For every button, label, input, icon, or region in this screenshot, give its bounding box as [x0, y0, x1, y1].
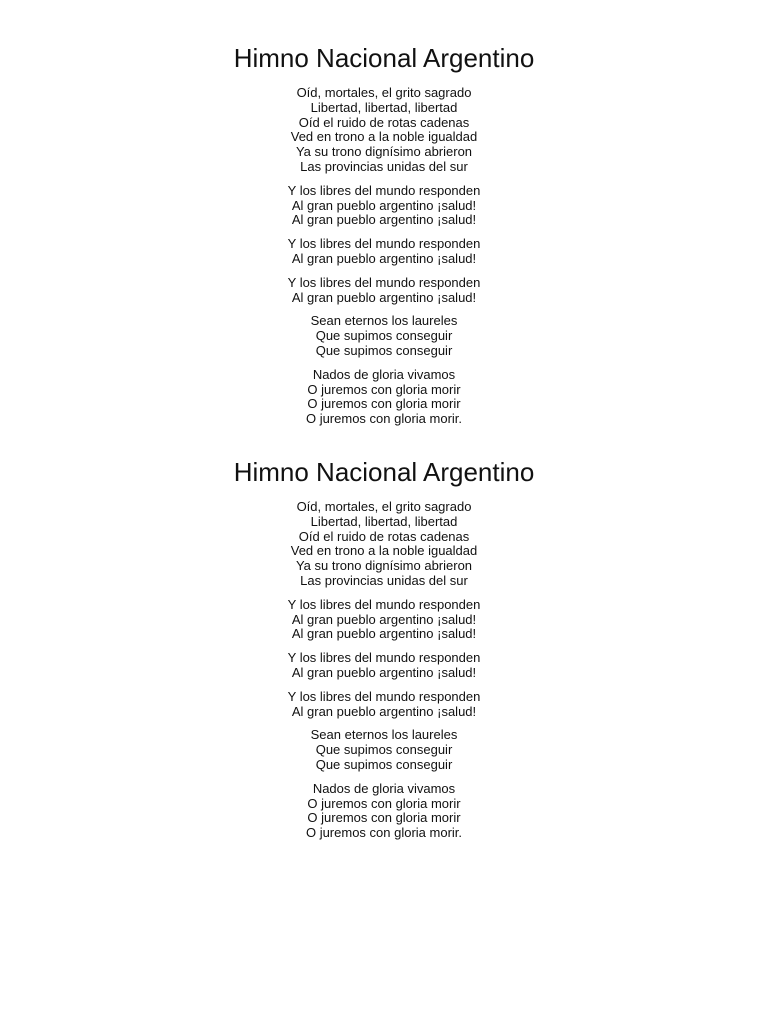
verse-line: O juremos con gloria morir — [307, 381, 461, 397]
verse-line: Que supimos conseguir — [315, 328, 453, 344]
anthem-copy-2 — [0, 454, 768, 850]
verse-line: Al gran pueblo argentino ¡salud! — [291, 626, 477, 642]
anthem-title: Himno Nacional Argentino — [233, 457, 535, 487]
stanza-6 — [0, 368, 768, 427]
verse-line: Y los libres del mundo responden — [287, 650, 481, 666]
verse-line: Oíd el ruido de rotas cadenas — [298, 114, 470, 130]
verse-line: O juremos con gloria morir — [307, 795, 461, 811]
verse-line: Nados de gloria vivamos — [312, 366, 456, 382]
verse-line: Al gran pueblo argentino ¡salud! — [291, 664, 477, 680]
verse-line: Ved en trono a la noble igualdad — [290, 129, 478, 145]
verse-line: Que supimos conseguir — [315, 342, 453, 358]
verse-line: Al gran pueblo argentino ¡salud! — [291, 197, 477, 213]
stanza-6 — [0, 782, 768, 841]
stanza-5 — [0, 728, 768, 772]
stanza-2 — [0, 598, 768, 642]
verse-line: Libertad, libertad, libertad — [310, 99, 458, 115]
verse-line: Y los libres del mundo responden — [287, 274, 481, 290]
verse-line: Sean eternos los laureles — [310, 727, 458, 743]
verse-line: Y los libres del mundo responden — [287, 688, 481, 704]
verse-line: O juremos con gloria morir — [307, 396, 461, 412]
anthem-title: Himno Nacional Argentino — [233, 43, 535, 73]
stanza-1 — [0, 86, 768, 175]
verse-line: O juremos con gloria morir. — [305, 411, 463, 427]
stanza-5 — [0, 314, 768, 358]
verse-line: Al gran pueblo argentino ¡salud! — [291, 250, 477, 266]
verse-line: Que supimos conseguir — [315, 756, 453, 772]
verse-line: Sean eternos los laureles — [310, 313, 458, 329]
verse-line: Al gran pueblo argentino ¡salud! — [291, 212, 477, 228]
verse-line: Nados de gloria vivamos — [312, 780, 456, 796]
verse-line: Ya su trono dignísimo abrieron — [295, 558, 473, 574]
verse-line: Al gran pueblo argentino ¡salud! — [291, 611, 477, 627]
verse-line: Al gran pueblo argentino ¡salud! — [291, 289, 477, 305]
verse-line: Que supimos conseguir — [315, 742, 453, 758]
verse-line: Las provincias unidas del sur — [300, 572, 468, 588]
verse-line: Oíd, mortales, el grito sagrado — [296, 85, 472, 100]
verse-line: Y los libres del mundo responden — [287, 236, 481, 252]
verse-line: Ved en trono a la noble igualdad — [290, 543, 478, 559]
verse-line: Y los libres del mundo responden — [287, 596, 481, 612]
anthem-copy-1 — [0, 40, 768, 436]
verse-line: Oíd, mortales, el grito sagrado — [296, 499, 472, 514]
stanza-4 — [0, 276, 768, 306]
verse-line: Y los libres del mundo responden — [287, 182, 481, 198]
stanza-4 — [0, 690, 768, 720]
verse-line: Oíd el ruido de rotas cadenas — [298, 528, 470, 544]
verse-line: Libertad, libertad, libertad — [310, 513, 458, 529]
verse-line: O juremos con gloria morir — [307, 810, 461, 826]
verse-line: O juremos con gloria morir. — [305, 825, 463, 841]
stanza-3 — [0, 651, 768, 681]
verse-line: Las provincias unidas del sur — [300, 158, 468, 174]
verse-line: Ya su trono dignísimo abrieron — [295, 144, 473, 160]
stanza-3 — [0, 237, 768, 267]
stanza-2 — [0, 184, 768, 228]
stanza-1 — [0, 500, 768, 589]
verse-line: Al gran pueblo argentino ¡salud! — [291, 703, 477, 719]
